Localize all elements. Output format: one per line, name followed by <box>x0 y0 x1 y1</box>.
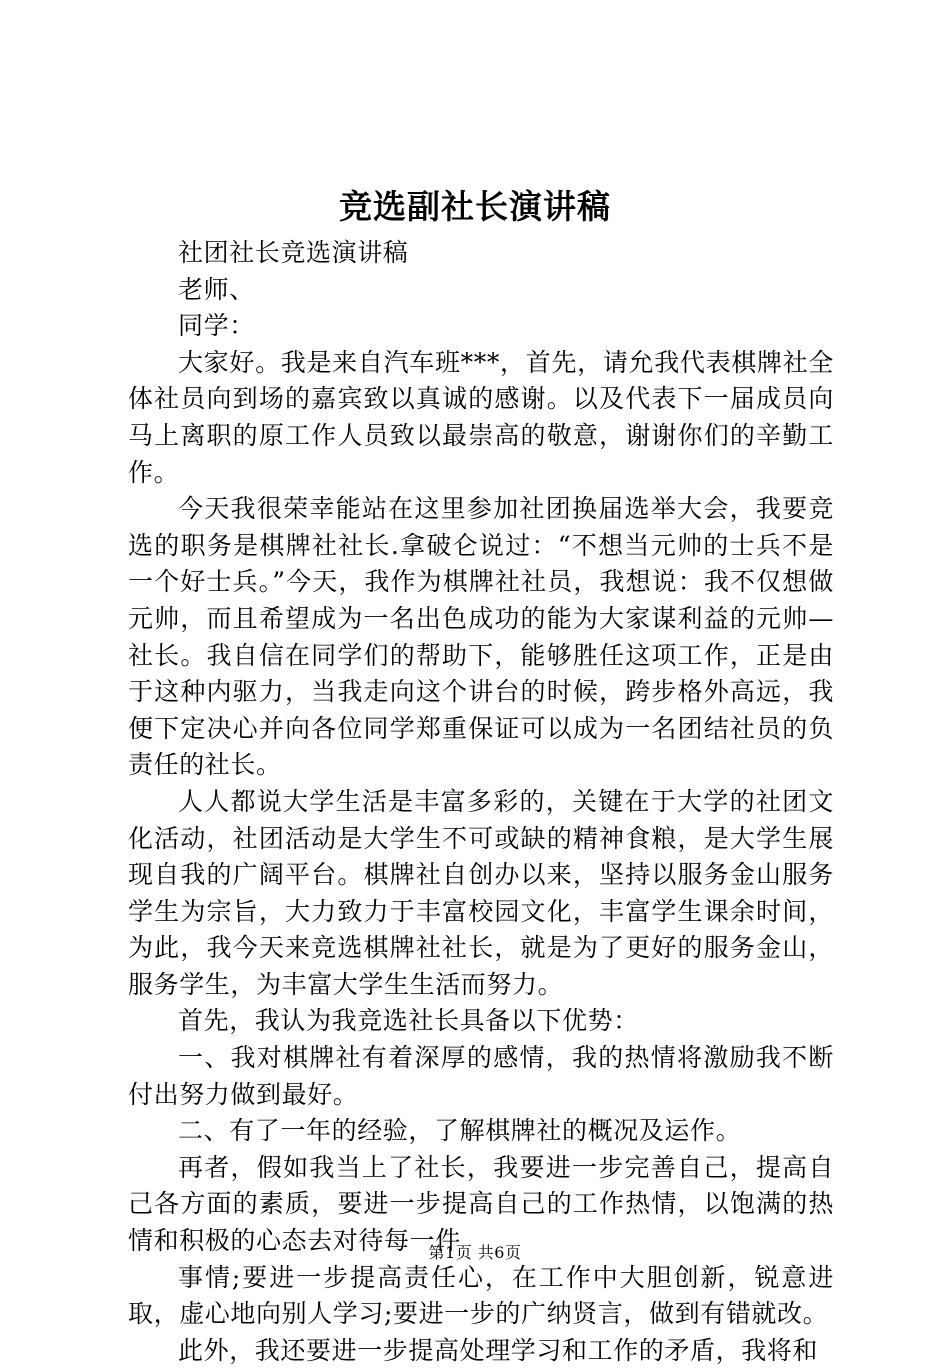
paragraph: 人人都说大学生活是丰富多彩的，关键在于大学的社团文化活动，社团活动是大学生不可或缺的精神食粮，是大学生展现自我的广阔平台。棋牌社自创办以来，坚持以服务金山服务学生为宗旨，大力致力于丰富校园文化，丰富学生课余时间，为此，我今天来竞选棋牌社社长，就是为了更好的服务金山，服务学生，为丰富大学生生活而努力。 <box>128 786 834 999</box>
paragraph: 今天我很荣幸能站在这里参加社团换届选举大会，我要竞选的职务是棋牌社社长.拿破仑说过：“不想当元帅的士兵不是一个好士兵。”今天，我作为棋牌社社员，我想说：我不仅想做元帅，而且希望成为一名出色成功的能为大家谋利益的元帅—社长。我自信在同学们的帮助下，能够胜任这项工作，正是由于这种内驱力，当我走向这个讲台的时候，跨步格外高远，我便下定决心并向各位同学郑重保证可以成为一名团结社员的负责任的社长。 <box>128 494 834 780</box>
document-body <box>128 235 834 1369</box>
paragraph: 二、有了一年的经验，了解棋牌社的概况及运作。 <box>178 1116 742 1146</box>
paragraph: 同学： <box>178 311 255 341</box>
paragraph: 老师、 <box>178 274 255 304</box>
paragraph: 一、我对棋牌社有着深厚的感情，我的热情将激励我不断付出努力做到最好。 <box>128 1043 834 1109</box>
paragraph: 再者，假如我当上了社长，我要进一步完善自己，提高自己各方面的素质，要进一步提高自己的工作热情，以饱满的热情和积极的心态去对待每一件 <box>128 1152 834 1256</box>
page-number-footer: 第1页 共6页 <box>428 1243 522 1262</box>
paragraph: 首先，我认为我竞选社长具备以下优势： <box>178 1006 639 1036</box>
paragraph: 事情;要进一步提高责任心，在工作中大胆创新，锐意进取，虚心地向别人学习;要进一步的广纳贤言，做到有错就改。 <box>128 1262 834 1329</box>
paragraph: 此外，我还要进一步提高处理学习和工作的矛盾，我将和 <box>178 1335 819 1365</box>
paragraph: 大家好。我是来自汽车班***，首先，请允我代表棋牌社全体社员向到场的嘉宾致以真诚的感谢。以及代表下一届成员向马上离职的原工作人员致以最崇高的敬意，谢谢你们的辛勤工作。 <box>128 347 834 487</box>
paragraph: 社团社长竞选演讲稿 <box>178 238 409 267</box>
document-title: 竞选副社长演讲稿 <box>339 187 611 226</box>
